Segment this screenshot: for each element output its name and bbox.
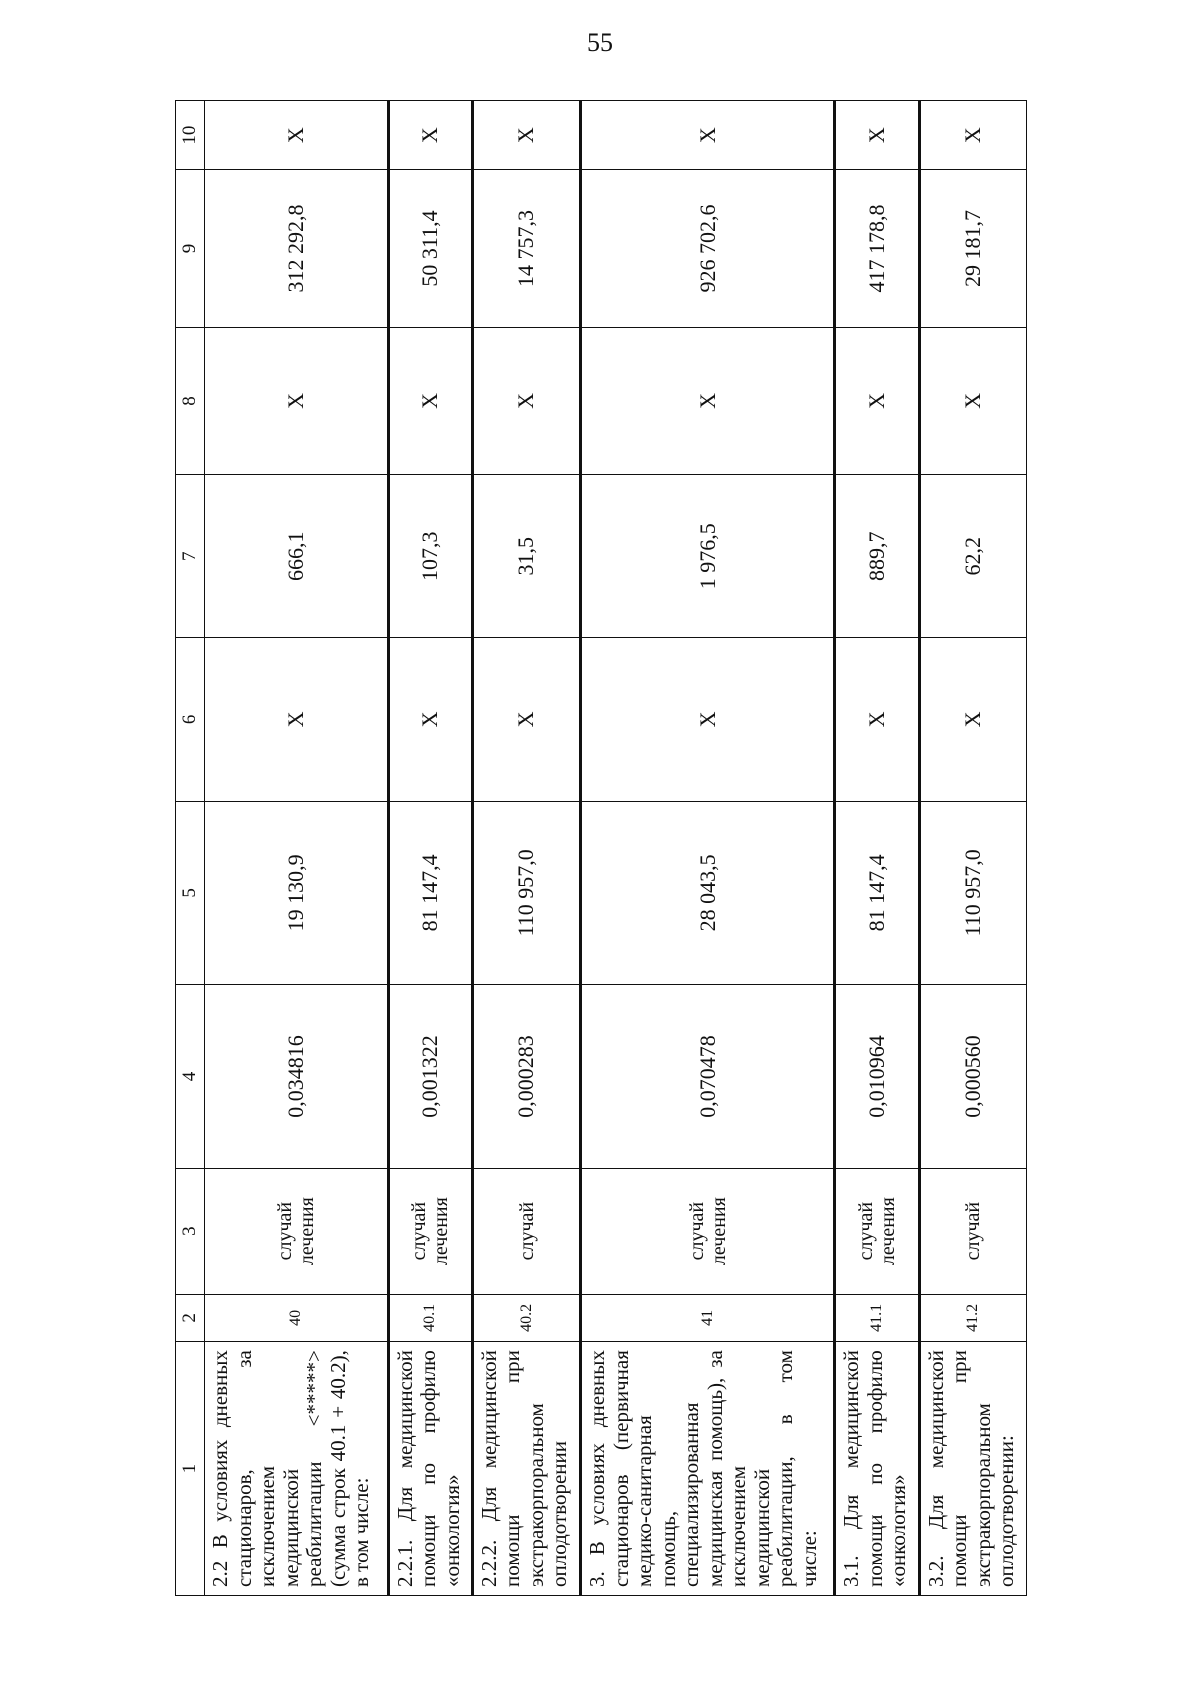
column-header: 9: [176, 170, 205, 328]
cell-col4: 0,034816: [205, 985, 389, 1169]
column-header: 1: [176, 1342, 205, 1596]
cell-col9: 14 757,3: [472, 170, 580, 328]
row-code: 41.2: [919, 1294, 1026, 1342]
column-header: 7: [176, 475, 205, 638]
cell-col8: X: [472, 327, 580, 474]
cell-col10: X: [835, 101, 919, 170]
cell-col4: 0,001322: [388, 985, 472, 1169]
row-name: 3.2. Для медицинской помощи при экстракорпоральном оплодотворении:: [919, 1342, 1026, 1596]
table-row: [919, 101, 1026, 1596]
cell-col6: X: [472, 638, 580, 801]
cell-col10: X: [581, 101, 835, 170]
rotated-table-wrapper: [175, 100, 1027, 1596]
cell-col10: X: [205, 101, 389, 170]
row-unit: случай лечения: [205, 1168, 389, 1294]
cell-col7: 107,3: [388, 475, 472, 638]
cell-col8: X: [835, 327, 919, 474]
cell-col10: X: [919, 101, 1026, 170]
row-code: 41.1: [835, 1294, 919, 1342]
row-name: 2.2.2. Для медицинской помощи при экстракорпоральном оплодотворении: [472, 1342, 580, 1596]
cell-col5: 28 043,5: [581, 801, 835, 985]
column-header: 6: [176, 638, 205, 801]
cell-col9: 417 178,8: [835, 170, 919, 328]
cell-col7: 62,2: [919, 475, 1026, 638]
cell-col7: 889,7: [835, 475, 919, 638]
cell-col5: 19 130,9: [205, 801, 389, 985]
cell-col7: 31,5: [472, 475, 580, 638]
cell-col10: X: [472, 101, 580, 170]
cell-col6: X: [205, 638, 389, 801]
data-table: [175, 100, 1027, 1596]
header-row: [176, 101, 205, 1596]
cell-col4: 0,010964: [835, 985, 919, 1169]
column-header: 4: [176, 985, 205, 1169]
row-unit: случай лечения: [388, 1168, 472, 1294]
cell-col8: X: [581, 327, 835, 474]
row-name: 2.2.1. Для медицинской помощи по профилю «онкология»: [388, 1342, 472, 1596]
cell-col7: 1 976,5: [581, 475, 835, 638]
cell-col9: 926 702,6: [581, 170, 835, 328]
cell-col5: 110 957,0: [472, 801, 580, 985]
cell-col5: 81 147,4: [388, 801, 472, 985]
cell-col7: 666,1: [205, 475, 389, 638]
cell-col6: X: [835, 638, 919, 801]
column-header: 2: [176, 1294, 205, 1342]
cell-col9: 50 311,4: [388, 170, 472, 328]
row-code: 40: [205, 1294, 389, 1342]
row-name: 3.1. Для медицинской помощи по профилю «онкология»: [835, 1342, 919, 1596]
row-code: 40.1: [388, 1294, 472, 1342]
cell-col6: X: [388, 638, 472, 801]
cell-col6: X: [581, 638, 835, 801]
cell-col4: 0,070478: [581, 985, 835, 1169]
column-header: 3: [176, 1168, 205, 1294]
row-code: 41: [581, 1294, 835, 1342]
row-unit: случай лечения: [581, 1168, 835, 1294]
cell-col8: X: [205, 327, 389, 474]
cell-col4: 0,000560: [919, 985, 1026, 1169]
table-row: [581, 101, 835, 1596]
row-unit: случай: [472, 1168, 580, 1294]
column-header: 8: [176, 327, 205, 474]
cell-col9: 29 181,7: [919, 170, 1026, 328]
page-number: 55: [587, 28, 613, 57]
table-row: [835, 101, 919, 1596]
table-row: [205, 101, 389, 1596]
row-code: 40.2: [472, 1294, 580, 1342]
column-header: 5: [176, 801, 205, 985]
cell-col5: 81 147,4: [835, 801, 919, 985]
cell-col8: X: [388, 327, 472, 474]
cell-col9: 312 292,8: [205, 170, 389, 328]
row-name: 3. В условиях дневных стационаров (первичная медико-санитарная помощь, специализированная медицинская помощь), за исключением медицинской реабилитации, в том числе:: [581, 1342, 835, 1596]
row-name: 2.2 В условиях дневных стационаров, за исключением медицинской реабилитации <*****> (сумма строк 40.1 + 40.2), в том числе:: [205, 1342, 389, 1596]
cell-col4: 0,000283: [472, 985, 580, 1169]
table-row: [472, 101, 580, 1596]
row-unit: случай лечения: [835, 1168, 919, 1294]
cell-col10: X: [388, 101, 472, 170]
row-unit: случай: [919, 1168, 1026, 1294]
table-row: [388, 101, 472, 1596]
column-header: 10: [176, 101, 205, 170]
cell-col5: 110 957,0: [919, 801, 1026, 985]
cell-col6: X: [919, 638, 1026, 801]
cell-col8: X: [919, 327, 1026, 474]
